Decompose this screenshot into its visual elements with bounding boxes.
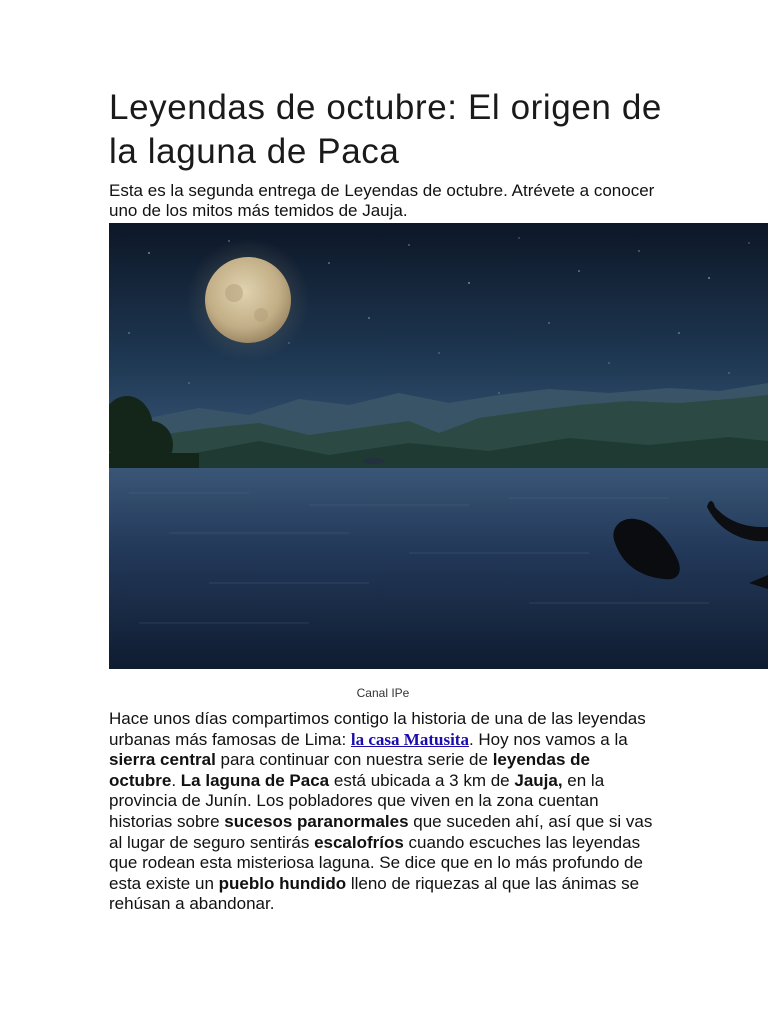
page-title: Leyendas de octubre: El origen de la laguna de Paca [109, 88, 662, 171]
lagoon-night-photo [109, 223, 768, 669]
body-text-8: cuando escuches las leyendas que rodean esta misteriosa laguna. Se dice que en lo más profundo de esta existe un [109, 832, 643, 893]
bold-leyendas-de-octubre: leyendas de octubre [109, 750, 591, 790]
body-text-7: que suceden ahí, así que si vas al lugar de seguro sentirás [109, 811, 653, 852]
body-text-9: lleno de riquezas al que las ánimas se rehúsan a abandonar. [109, 873, 640, 914]
bold-escalofrios: escalofríos [314, 832, 404, 852]
bold-jauja: Jauja, [514, 770, 563, 790]
article-lead: Esta es la segunda entrega de Leyendas de octubre. Atrévete a conocer uno de los mitos más temidos de Jauja. [109, 181, 655, 220]
bold-sierra-central: sierra central [109, 750, 216, 770]
body-text-6: en la provincia de Junín. Los pobladores que viven en la zona cuentan historias sobre [109, 770, 605, 831]
body-text-5: está ubicada a 3 km de [329, 770, 515, 790]
body-text-1: Hace unos días compartimos contigo la historia de una de las leyendas urbanas más famosas de Lima: [109, 709, 646, 749]
body-text-3: para continuar con nuestra serie de [215, 750, 493, 770]
body-text-4: . [171, 770, 181, 790]
body-text-2: . Hoy nos vamos a la [468, 729, 628, 749]
bold-sucesos-paranormales: sucesos paranormales [224, 811, 409, 831]
article-body [109, 709, 657, 915]
link-casa-matusita[interactable]: la casa Matusita [350, 729, 469, 749]
bold-laguna-de-paca: La laguna de Paca [180, 770, 330, 790]
full-moon [205, 257, 291, 343]
image-caption: Canal IPe [356, 686, 410, 700]
bold-pueblo-hundido: pueblo hundido [218, 873, 347, 893]
